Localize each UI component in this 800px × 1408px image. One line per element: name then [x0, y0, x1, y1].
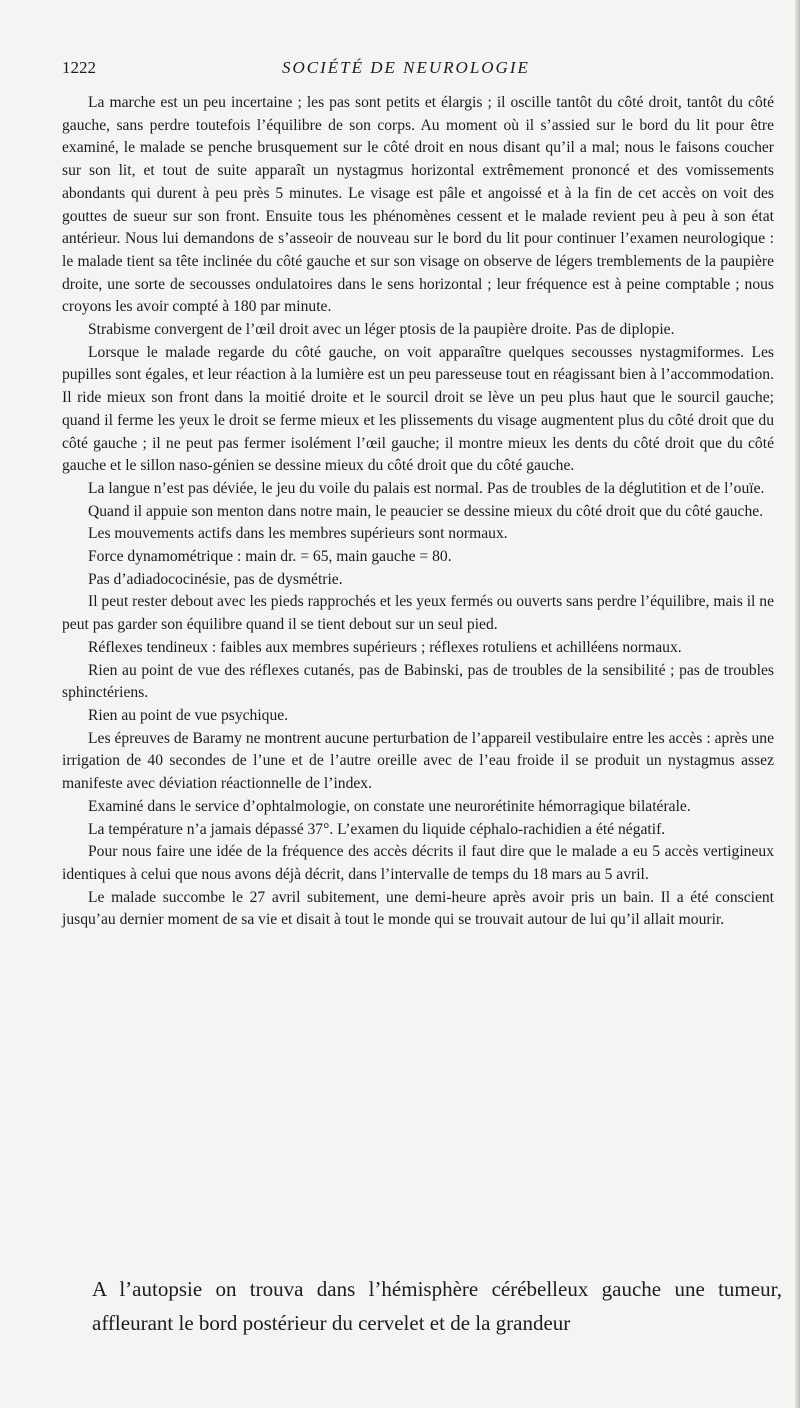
paragraph-dynamometry: Force dynamométrique : main dr. = 65, main gauche = 80. — [88, 548, 452, 566]
page-edge-shadow — [795, 0, 800, 1408]
paragraph-standing: Il peut rester debout avec les pieds rapprochés et les yeux fermés ou ouverts sans perdre l’équilibre, mais il ne peut pas garder son équilibre quand il se tient debout sur un seul pied. — [62, 593, 774, 634]
paragraph-gait-and-attack: La marche est un peu incertaine ; les pas sont petits et élargis ; il oscille tantôt du côté droit, tantôt du côté gauche, sans perdre toutefois l’équilibre de son corps. Au moment où il s’assied sur le bord du lit pour être examiné, le malade se penche brusquement sur le côté droit en nous disant qu’il a mal; nous le faisons coucher sur son lit, et tout de suite apparaît un nystagmus horizontal extrêmement prononcé et des vomissements abondants qui durent à peu près 5 minutes. Le visage est pâle et angoissé et à la fin de cet accès on voit des gouttes de sueur sur son front. Ensuite tous les phénomènes cessent et le malade revient peu à peu à son état antérieur. Nous lui demandons de s’asseoir de nouveau sur le bord du lit pour continuer l’examen neurologique : le malade tient sa tête inclinée du côté gauche et sur son visage on observe de légers tremblements de la paupière droite, une sorte de secousses ondulatoires dans le sens horizontal ; leur fréquence est à peine comptable ; nous croyons les avoir compté à 180 par minute. — [62, 94, 774, 316]
paragraph-active-movements: Les mouvements actifs dans les membres supérieurs sont normaux. — [88, 525, 508, 543]
paragraph-ophthalmology: Examiné dans le service d’ophtalmologie, on constate une neurorétinite hémorragique bilatérale. — [88, 797, 691, 815]
paragraph-platysma: Quand il appuie son menton dans notre main, le peaucier se dessine mieux du côté droit que du côté gauche. — [88, 502, 764, 520]
paragraph-temperature: La température n’a jamais dépassé 37°. L’examen du liquide céphalo-rachidien a été négatif. — [88, 820, 666, 838]
paragraph-attack-frequency: Pour nous faire une idée de la fréquence des accès décrits il faut dire que le malade a eu 5 accès vertigineux identiques à celui que nous avons déjà décrit, dans l’intervalle de temps du 18 mars au 5 avril. — [62, 843, 774, 883]
paragraph-strabismus: Strabisme convergent de l’œil droit avec un léger ptosis de la paupière droite. Pas de diplopie. — [88, 321, 675, 339]
paragraph-psychic: Rien au point de vue psychique. — [88, 706, 289, 724]
paragraph-death: Le malade succombe le 27 avril subitement, une demi-heure après avoir pris un bain. Il a été conscient jusqu’au dernier moment de sa vie et disait à tout le monde qui se trouvait autour de lui qu’il allait mourir. — [62, 888, 774, 929]
paragraph-adiadochokinesia: Pas d’adiadococinésie, pas de dysmétrie. — [88, 570, 343, 588]
paragraph-facial-exam: Lorsque le malade regarde du côté gauche, on voit apparaître quelques secousses nystagmiformes. Les pupilles sont égales, et leur réaction à la lumière est un peu paresseuse tout en réagissant bien à l’accommodation. Il ride mieux son front dans la moitié droite et le sourcil droit se lève un peu plus haut que le sourcil gauche; quand il ferme les yeux le droit se ferme mieux et les plissements du visage augmentent plus du côté droit que du côté gauche ; il ne peut pas fermer isolément l’œil gauche; il montre mieux les dents du côté droit que du côté gauche et le sillon naso-génien se dessine mieux du côté droit que du côté gauche. — [62, 343, 774, 475]
body-text — [62, 92, 774, 932]
autopsy-section — [92, 1272, 782, 1340]
paragraph-vestibular-tests: Les épreuves de Baramy ne montrent aucune perturbation de l’appareil vestibulaire entre les accès : après une irrigation de 40 secondes de l’une et de l’autre oreille avec de l’eau froide il se produit un nystagmus assez manifeste avec déviation réactionnelle de l’index. — [62, 729, 774, 793]
paragraph-tendon-reflexes: Réflexes tendineux : faibles aux membres supérieurs ; réflexes rotuliens et achilléens normaux. — [88, 638, 682, 656]
paragraph-cutaneous-reflexes: Rien au point de vue des réflexes cutanés, pas de Babinski, pas de troubles de la sensibilité ; pas de troubles sphinctériens. — [62, 661, 774, 702]
paragraph-autopsy: A l’autopsie on trouva dans l’hémisphère cérébelleux gauche une tumeur, affleurant le bord postérieur du cervelet et de la grandeur — [92, 1277, 782, 1335]
paragraph-tongue: La langue n’est pas déviée, le jeu du voile du palais est normal. Pas de troubles de la déglutition et de l’ouïe. — [88, 479, 765, 497]
running-header — [62, 58, 764, 82]
running-title: SOCIÉTÉ DE NEUROLOGIE — [282, 58, 530, 77]
page-number: 1222 — [62, 58, 96, 77]
